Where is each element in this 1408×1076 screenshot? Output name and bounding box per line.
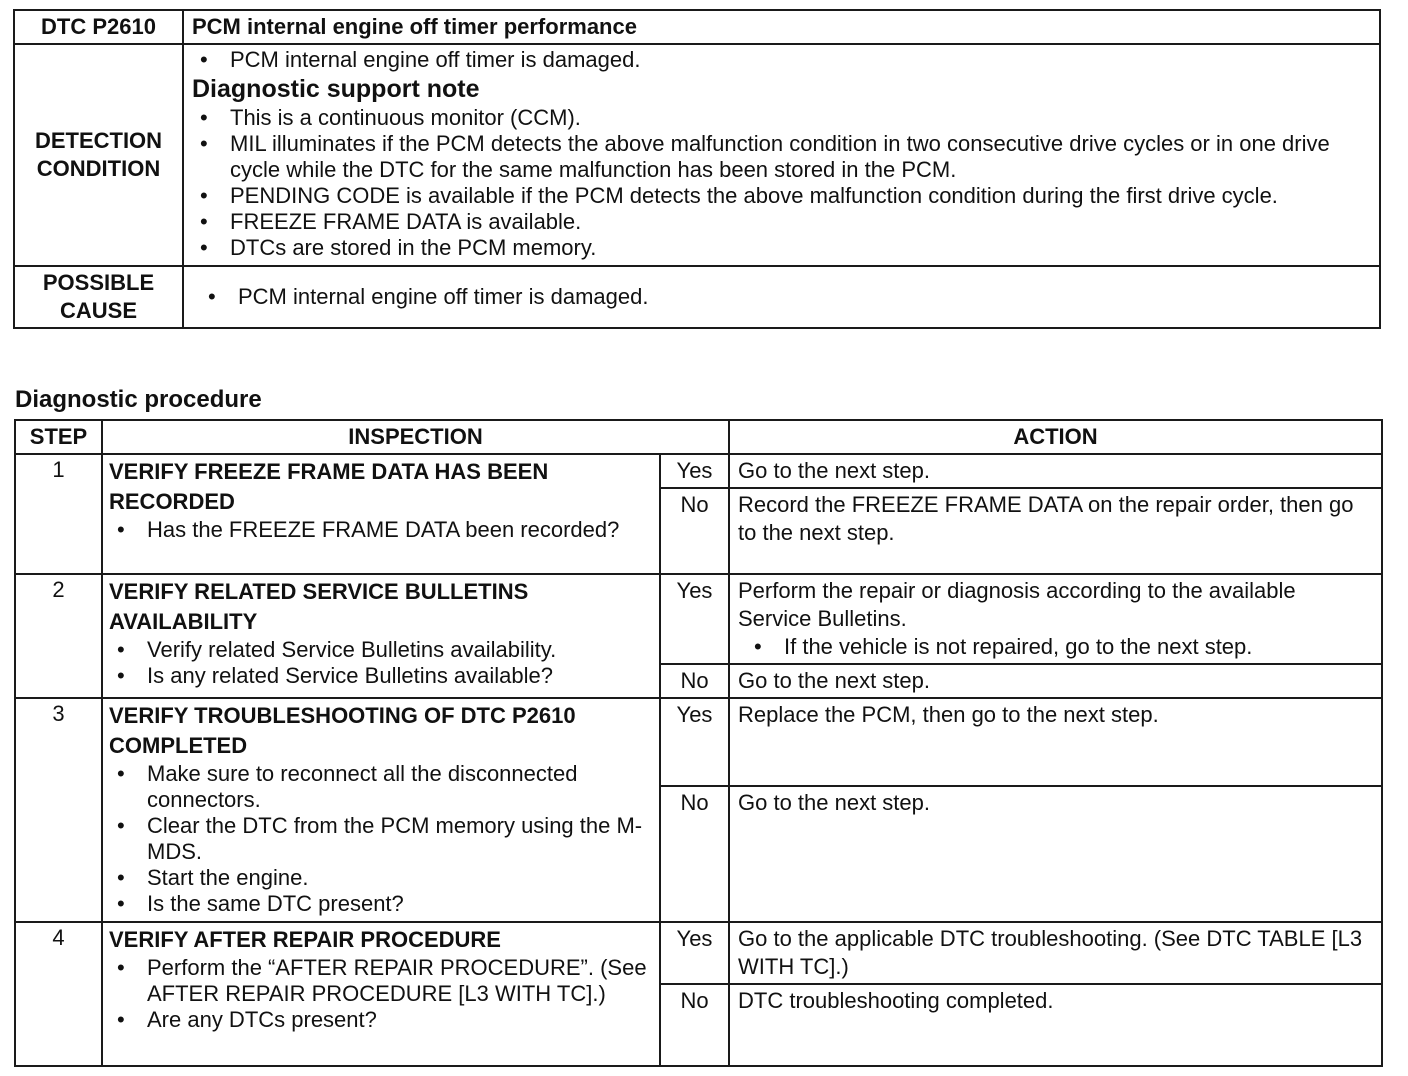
- table-row: [15, 698, 1382, 786]
- dtc-title: PCM internal engine off timer performance: [183, 10, 1380, 44]
- list-item: • MIL illuminates if the PCM detects the above malfunction condition in two consecutive drive cycles or in one drive cycle while the DTC for the same malfunction has been stored in the PCM.: [230, 131, 1371, 183]
- yes-label: Yes: [660, 922, 729, 984]
- list-item: • PENDING CODE is available if the PCM detects the above malfunction condition during the first drive cycle.: [230, 183, 1371, 209]
- step-number: 4: [15, 922, 102, 1066]
- table-row: [15, 922, 1382, 984]
- yes-label: Yes: [660, 454, 729, 488]
- list-item: • DTCs are stored in the PCM memory.: [230, 235, 1371, 261]
- no-label: No: [660, 984, 729, 1066]
- table-row: [15, 454, 1382, 488]
- dtc-code: DTC P2610: [14, 10, 183, 44]
- list-item: • PCM internal engine off timer is damaged.: [238, 284, 1371, 310]
- support-note-heading: Diagnostic support note: [192, 75, 480, 103]
- inspection-cell: [102, 922, 660, 1066]
- inspection-cell: [102, 574, 660, 698]
- inspection-column-header: INSPECTION: [102, 420, 729, 454]
- procedure-heading: Diagnostic procedure: [15, 386, 262, 413]
- no-action: Go to the next step.: [729, 664, 1382, 698]
- dtc-header-row: [14, 10, 1380, 44]
- possible-cause-row: [14, 266, 1380, 328]
- table-row: [15, 574, 1382, 664]
- list-item: • If the vehicle is not repaired, go to the next step.: [784, 633, 1373, 661]
- list-item: • Clear the DTC from the PCM memory using the M-MDS.: [147, 813, 653, 865]
- inspection-cell: [102, 698, 660, 922]
- diagnostic-procedure-table: [14, 419, 1383, 1067]
- yes-label: Yes: [660, 574, 729, 664]
- procedure-header-row: [15, 420, 1382, 454]
- possible-cause-label: POSSIBLE CAUSE: [14, 266, 183, 328]
- inspection-title: VERIFY FREEZE FRAME DATA HAS BEEN RECORDED: [109, 459, 549, 514]
- list-item: • This is a continuous monitor (CCM).: [230, 105, 1371, 131]
- detection-condition-row: [14, 44, 1380, 266]
- no-action: Record the FREEZE FRAME DATA on the repair order, then go to the next step.: [729, 488, 1382, 574]
- yes-action: Replace the PCM, then go to the next step.: [729, 698, 1382, 786]
- action-column-header: ACTION: [729, 420, 1382, 454]
- yes-label: Yes: [660, 698, 729, 786]
- step-column-header: STEP: [15, 420, 102, 454]
- no-label: No: [660, 664, 729, 698]
- list-item: • FREEZE FRAME DATA is available.: [230, 209, 1371, 235]
- list-item: • Are any DTCs present?: [147, 1007, 653, 1033]
- list-item: • Is any related Service Bulletins available?: [147, 663, 653, 689]
- list-item: • PCM internal engine off timer is damaged.: [230, 47, 1371, 73]
- yes-action: Go to the applicable DTC troubleshooting. (See DTC TABLE [L3 WITH TC].): [729, 922, 1382, 984]
- no-label: No: [660, 488, 729, 574]
- detection-list: [192, 47, 1371, 73]
- no-action: Go to the next step.: [729, 786, 1382, 922]
- list-item: • Perform the “AFTER REPAIR PROCEDURE”. (See AFTER REPAIR PROCEDURE [L3 WITH TC].): [147, 955, 653, 1007]
- list-item: • Is the same DTC present?: [147, 891, 653, 917]
- inspection-title: VERIFY RELATED SERVICE BULLETINS AVAILABILITY: [109, 579, 529, 634]
- no-action: DTC troubleshooting completed.: [729, 984, 1382, 1066]
- yes-action: Go to the next step.: [729, 454, 1382, 488]
- list-item: • Start the engine.: [147, 865, 653, 891]
- detection-condition-label: DETECTION CONDITION: [14, 44, 183, 266]
- list-item: • Has the FREEZE FRAME DATA been recorded?: [147, 517, 653, 543]
- inspection-cell: [102, 454, 660, 574]
- support-note-list: [192, 105, 1371, 261]
- dtc-info-table: [13, 9, 1381, 329]
- step-number: 1: [15, 454, 102, 574]
- yes-action: Perform the repair or diagnosis according to the available Service Bulletins. • If the vehicle is not repaired, go to the next step.: [729, 574, 1382, 664]
- inspection-title: VERIFY TROUBLESHOOTING OF DTC P2610 COMPLETED: [109, 703, 576, 758]
- possible-cause-content: [183, 266, 1380, 328]
- list-item: • Verify related Service Bulletins availability.: [147, 637, 653, 663]
- no-label: No: [660, 786, 729, 922]
- detection-condition-content: [183, 44, 1380, 266]
- step-number: 2: [15, 574, 102, 698]
- list-item: • Make sure to reconnect all the disconnected connectors.: [147, 761, 653, 813]
- inspection-title: VERIFY AFTER REPAIR PROCEDURE: [109, 927, 501, 952]
- step-number: 3: [15, 698, 102, 922]
